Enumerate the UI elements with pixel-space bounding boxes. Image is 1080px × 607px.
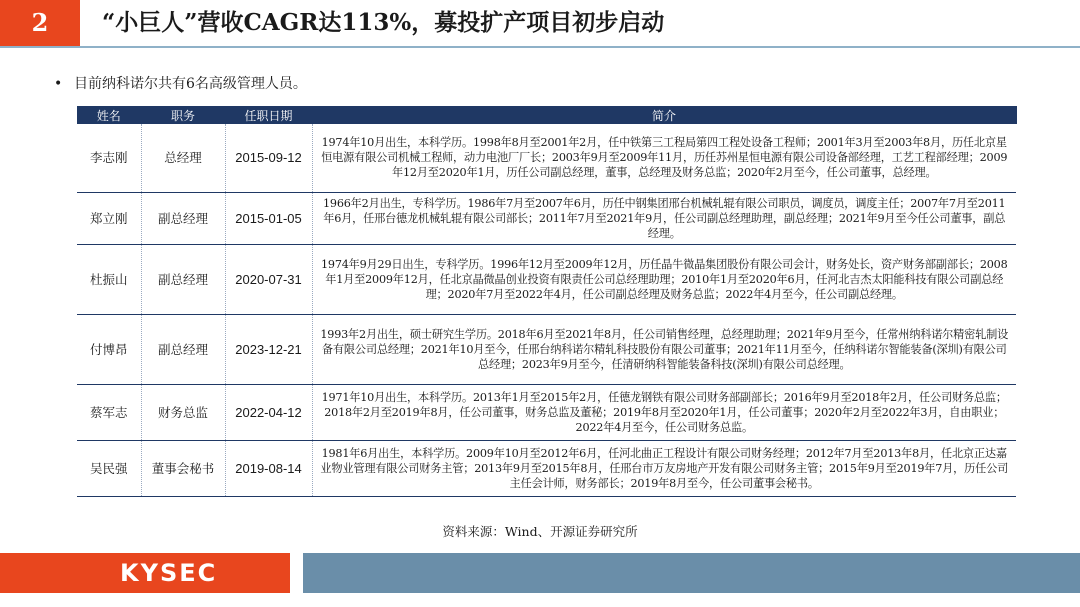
kysec-logo: KYSEC xyxy=(120,559,218,587)
table-header-row xyxy=(77,106,1016,124)
cell-role: 副总经理 xyxy=(141,314,225,384)
slide-header xyxy=(0,0,1080,46)
cell-intro: 1966年2月出生，专科学历。1986年7月至2007年6月，历任中钢集团邢台机械轧辊有限公司职员，调度员，调度主任；2007年7月至2011年6月，任邢台德龙机械轧辊有限公司部长；2011年7月至2021年9月，任公司副总经理助理，副总经理；2021年9月至今任公司董事，副总经理。 xyxy=(312,192,1016,244)
cell-role: 董事会秘书 xyxy=(141,440,225,496)
table-row xyxy=(77,384,1016,440)
column-header-date: 任职日期 xyxy=(225,106,312,124)
cell-intro: 1971年10月出生，本科学历。2013年1月至2015年2月，任德龙钢铁有限公司财务部副部长；2016年9月至2018年2月，任公司财务总监；2018年2月至2019年8月，任公司董事，财务总监及董秘；2019年8月至2020年1月，任公司董事；2020年2月至2022年3月，自由职业；2022年4月至今，任公司财务总监。 xyxy=(312,384,1016,440)
footer-logo-block xyxy=(0,553,290,593)
cell-role: 总经理 xyxy=(141,124,225,192)
table-row xyxy=(77,192,1016,244)
table-row xyxy=(77,440,1016,496)
cell-date: 2019-08-14 xyxy=(225,440,312,496)
cell-role: 副总经理 xyxy=(141,244,225,314)
cell-intro: 1974年9月29日出生，专科学历。1996年12月至2009年12月，历任晶牛微晶集团股份有限公司会计，财务处长，资产财务部副部长；2008年1月至2009年12月，任北京晶微晶创业投资有限责任公司总经理助理；2010年1月至2020年6月，任河北吉杰太阳能科技有限公司副总经理；2020年7月至2022年4月，任公司副总经理及财务总监；2022年4月至今，任公司副总经理。 xyxy=(312,244,1016,314)
cell-name: 杜振山 xyxy=(77,244,141,314)
bullet-icon: • xyxy=(54,76,63,92)
cell-name: 李志刚 xyxy=(77,124,141,192)
cell-role: 副总经理 xyxy=(141,192,225,244)
section-number: 2 xyxy=(0,0,80,46)
source-note: 资料来源：Wind、开源证券研究所 xyxy=(442,524,638,539)
column-header-name: 姓名 xyxy=(77,106,141,124)
table-row xyxy=(77,314,1016,384)
bullet-text: 目前纳科诺尔共有6名高级管理人员。 xyxy=(74,76,307,92)
table-row xyxy=(77,124,1016,192)
cell-name: 吴民强 xyxy=(77,440,141,496)
cell-date: 2015-09-12 xyxy=(225,124,312,192)
cell-date: 2015-01-05 xyxy=(225,192,312,244)
bullet-point xyxy=(54,74,307,94)
management-table xyxy=(77,106,1017,497)
table-row xyxy=(77,244,1016,314)
column-header-role: 职务 xyxy=(141,106,225,124)
cell-intro: 1981年6月出生，本科学历。2009年10月至2012年6月，任河北曲正工程设计有限公司财务经理；2012年7月至2013年8月，任北京正达嘉业物业管理有限公司财务主管；2013年9月至2015年8月，任邢台市万友房地产开发有限公司财务主管；2015年9月至2019年7月，历任公司主任会计师，财务部长；2019年8月至今，任公司董事会秘书。 xyxy=(312,440,1016,496)
cell-intro: 1974年10月出生，本科学历。1998年8月至2001年2月，任中铁第三工程局第四工程处设备工程师；2001年3月至2003年8月，历任北京星恒电源有限公司机械工程师，动力电池厂厂长；2003年9月至2009年11月，历任苏州星恒电源有限公司设备部经理，工艺工程部经理；2009年12月至2020年1月，历任公司副总经理，董事，总经理及财务总监；2020年2月至今，任公司董事，总经理。 xyxy=(312,124,1016,192)
cell-name: 郑立刚 xyxy=(77,192,141,244)
cell-date: 2020-07-31 xyxy=(225,244,312,314)
cell-name: 付博昂 xyxy=(77,314,141,384)
cell-role: 财务总监 xyxy=(141,384,225,440)
slide-title: “小巨人”营收CAGR达113%，募投扩产项目初步启动 xyxy=(102,9,665,36)
column-header-intro: 简介 xyxy=(312,106,1016,124)
cell-intro: 1993年2月出生，硕士研究生学历。2018年6月至2021年8月，任公司销售经理，总经理助理；2021年9月至今，任常州纳科诺尔精密轧制设备有限公司总经理；2021年10月至今，任邢台纳科诺尔精轧科技股份有限公司董事；2021年11月至今，任纳科诺尔智能装备(深圳)有限公司总经理；2023年9月至今，任清研纳科智能装备科技(深圳)有限公司总经理。 xyxy=(312,314,1016,384)
cell-name: 蔡军志 xyxy=(77,384,141,440)
cell-date: 2022-04-12 xyxy=(225,384,312,440)
cell-date: 2023-12-21 xyxy=(225,314,312,384)
footer-bar xyxy=(303,553,1080,593)
header-divider xyxy=(0,46,1080,48)
